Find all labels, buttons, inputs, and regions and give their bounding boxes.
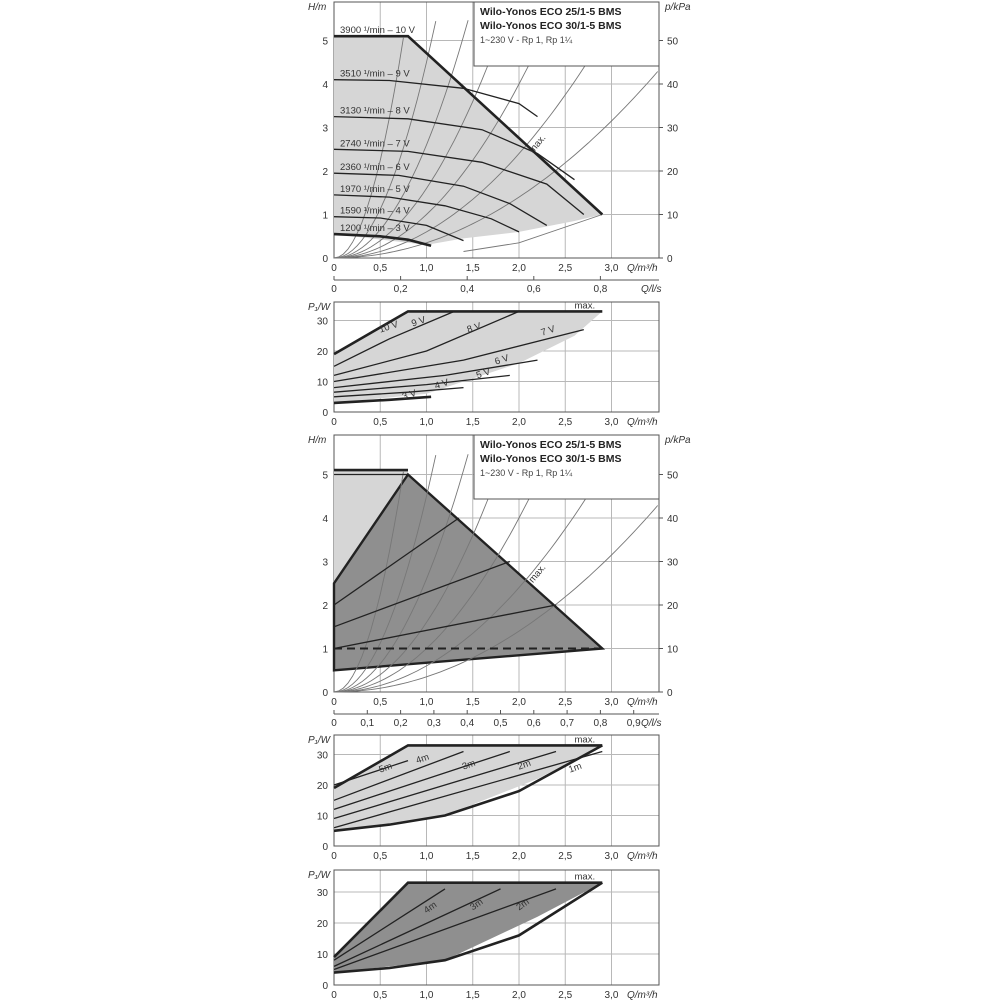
x-tick-label: 2,0 <box>512 851 526 862</box>
x-tick-label: 1,5 <box>465 851 480 862</box>
y-axis-label: H/m <box>308 2 327 13</box>
x-tick-label: 2,5 <box>558 417 573 428</box>
chart-subtitle: 1~230 V - Rp 1, Rp 1¼ <box>480 35 573 45</box>
chart-subtitle: 1~230 V - Rp 1, Rp 1¼ <box>480 468 573 478</box>
y-tick-label: 1 <box>322 210 328 222</box>
x-tick-label: 1,5 <box>465 263 480 274</box>
y-tick-label: 2 <box>322 167 328 178</box>
secondary-tick-label: 0,9 <box>626 718 641 729</box>
y-tick-label: 4 <box>322 514 328 525</box>
x-tick-label: 0,5 <box>373 417 388 428</box>
series-label: 1590 ¹/min – 4 V <box>340 205 410 217</box>
x-axis-label: Q/m³/h <box>627 851 658 862</box>
x-tick-label: 1,0 <box>419 417 434 428</box>
right-tick-label: 0 <box>667 254 673 265</box>
secondary-tick-label: 0,8 <box>593 284 608 295</box>
secondary-tick-label: 0,5 <box>493 718 508 729</box>
panel-1 <box>308 2 691 295</box>
secondary-tick-label: 0,8 <box>593 718 608 729</box>
power-series-label: 8 V <box>465 320 483 336</box>
right-tick-label: 30 <box>667 123 679 135</box>
y-tick-label: 0 <box>322 254 328 265</box>
x-tick-label: 1,0 <box>419 851 434 862</box>
x-tick-label: 0,5 <box>373 851 388 862</box>
panel-5 <box>308 870 659 1000</box>
y-tick-label: 10 <box>316 950 328 961</box>
y-tick-label: 20 <box>316 919 328 930</box>
secondary-tick-label: 0 <box>331 718 337 729</box>
series-label: 3510 ¹/min – 9 V <box>340 68 410 80</box>
x-tick-label: 2,5 <box>558 990 573 1000</box>
chart-title-2: Wilo-Yonos ECO 30/1-5 BMS <box>480 453 622 465</box>
max-label: max. <box>574 871 596 883</box>
x-tick-label: 2,0 <box>512 697 526 708</box>
power-series-label: 6 V <box>493 352 511 368</box>
y-axis-label: H/m <box>308 435 327 446</box>
y-tick-label: 10 <box>316 377 328 389</box>
y-tick-label: 2 <box>322 601 328 612</box>
series-label: 3900 ¹/min – 10 V <box>340 25 415 37</box>
x-tick-label: 2,0 <box>512 417 526 428</box>
x-tick-label: 1,5 <box>465 417 480 428</box>
secondary-tick-label: 0,1 <box>360 718 375 729</box>
y-tick-label: 0 <box>322 842 328 853</box>
x-tick-label: 2,0 <box>512 263 526 274</box>
max-label: max. <box>526 562 549 586</box>
x-tick-label: 1,0 <box>419 697 434 708</box>
secondary-axis-label: Q/l/s <box>641 284 662 295</box>
power-series-label: 5 V <box>474 366 492 382</box>
panel-3 <box>308 435 691 729</box>
head-label: 3m <box>460 757 477 773</box>
head-label: 2m <box>514 896 532 914</box>
panel-2 <box>308 300 659 428</box>
right-tick-label: 0 <box>667 688 673 699</box>
x-tick-label: 1,5 <box>465 697 480 708</box>
y-axis-label: P₁/W <box>308 870 331 881</box>
secondary-tick-label: 0,3 <box>426 718 441 729</box>
right-tick-label: 40 <box>667 514 679 525</box>
power-series-label: 3 V <box>400 387 418 403</box>
head-label: 5m <box>377 760 394 776</box>
x-tick-label: 3,0 <box>604 851 619 862</box>
y-tick-label: 5 <box>322 470 328 482</box>
power-series-label: 7 V <box>539 323 557 339</box>
right-tick-label: 30 <box>667 557 679 569</box>
x-tick-label: 0,5 <box>373 697 388 708</box>
secondary-tick-label: 0,2 <box>393 284 408 295</box>
x-axis-label: Q/m³/h <box>627 417 658 428</box>
x-tick-label: 1,5 <box>465 990 480 1000</box>
y-tick-label: 30 <box>316 888 328 899</box>
right-tick-label: 50 <box>667 36 679 48</box>
panel-4 <box>308 734 659 862</box>
x-tick-label: 0 <box>331 263 337 274</box>
right-axis-label: p/kPa <box>665 2 691 13</box>
x-tick-label: 3,0 <box>604 263 619 274</box>
y-tick-label: 3 <box>322 123 328 135</box>
x-tick-label: 0 <box>331 851 337 862</box>
right-tick-label: 10 <box>667 644 679 656</box>
series-label: 2740 ¹/min – 7 V <box>340 138 410 150</box>
x-tick-label: 1,0 <box>419 263 434 274</box>
x-tick-label: 0 <box>331 697 337 708</box>
secondary-tick-label: 0,4 <box>460 284 475 295</box>
x-tick-label: 3,0 <box>604 417 619 428</box>
power-area <box>334 745 602 830</box>
power-series-label: 4 V <box>433 377 451 392</box>
max-label: max. <box>574 300 596 312</box>
head-label: 3m <box>468 896 486 914</box>
y-tick-label: 3 <box>322 557 328 569</box>
secondary-tick-label: 0,2 <box>393 718 408 729</box>
y-axis-label: P₁/W <box>308 735 331 746</box>
y-tick-label: 30 <box>316 316 328 328</box>
x-tick-label: 0,5 <box>373 263 388 274</box>
x-tick-label: 2,0 <box>512 990 526 1000</box>
chart-title-2: Wilo-Yonos ECO 30/1-5 BMS <box>480 20 622 32</box>
x-tick-label: 1,0 <box>419 990 434 1000</box>
power-area <box>334 883 602 973</box>
right-tick-label: 20 <box>667 167 679 178</box>
x-tick-label: 2,5 <box>558 697 573 708</box>
x-tick-label: 3,0 <box>604 697 619 708</box>
chart-title-1: Wilo-Yonos ECO 25/1-5 BMS <box>480 439 622 451</box>
head-label: 4m <box>421 899 440 917</box>
series-label: 3130 ¹/min – 8 V <box>340 105 410 117</box>
head-label: 2m <box>516 757 533 773</box>
secondary-tick-label: 0,6 <box>526 718 541 729</box>
x-tick-label: 0,5 <box>373 990 388 1000</box>
secondary-tick-label: 0,7 <box>560 718 575 729</box>
x-tick-label: 2,5 <box>558 851 573 862</box>
secondary-tick-label: 0,6 <box>526 284 541 295</box>
right-tick-label: 10 <box>667 210 679 222</box>
y-axis-label: P₁/W <box>308 302 331 313</box>
y-tick-label: 0 <box>322 688 328 699</box>
head-label: 4m <box>414 751 431 767</box>
power-series-label: 10 V <box>377 319 400 336</box>
max-label: max. <box>526 132 549 156</box>
right-tick-label: 40 <box>667 80 679 91</box>
right-tick-label: 20 <box>667 601 679 612</box>
right-tick-label: 50 <box>667 470 679 482</box>
right-axis-label: p/kPa <box>665 435 691 446</box>
x-axis-label: Q/m³/h <box>627 990 658 1000</box>
secondary-tick-label: 0,4 <box>460 718 475 729</box>
chart-title-1: Wilo-Yonos ECO 25/1-5 BMS <box>480 6 622 18</box>
max-label: max. <box>574 734 596 746</box>
y-tick-label: 0 <box>322 981 328 992</box>
y-tick-label: 5 <box>322 36 328 48</box>
x-tick-label: 2,5 <box>558 263 573 274</box>
series-label: 2360 ¹/min – 6 V <box>340 162 410 174</box>
y-tick-label: 20 <box>316 347 328 358</box>
y-tick-label: 4 <box>322 80 328 91</box>
x-tick-label: 0 <box>331 417 337 428</box>
y-tick-label: 10 <box>316 811 328 823</box>
x-tick-label: 3,0 <box>604 990 619 1000</box>
series-label: 1970 ¹/min – 5 V <box>340 183 410 195</box>
y-tick-label: 0 <box>322 408 328 419</box>
head-label: 1m <box>567 760 584 776</box>
secondary-tick-label: 0 <box>331 284 337 295</box>
x-axis-label: Q/m³/h <box>627 263 658 274</box>
y-tick-label: 30 <box>316 750 328 762</box>
x-axis-label: Q/m³/h <box>627 697 658 708</box>
y-tick-label: 20 <box>316 781 328 792</box>
y-tick-label: 1 <box>322 644 328 656</box>
secondary-axis-label: Q/l/s <box>641 718 662 729</box>
series-label: 1200 ¹/min – 3 V <box>340 223 410 235</box>
x-tick-label: 0 <box>331 990 337 1000</box>
power-series-label: 9 V <box>410 314 428 330</box>
